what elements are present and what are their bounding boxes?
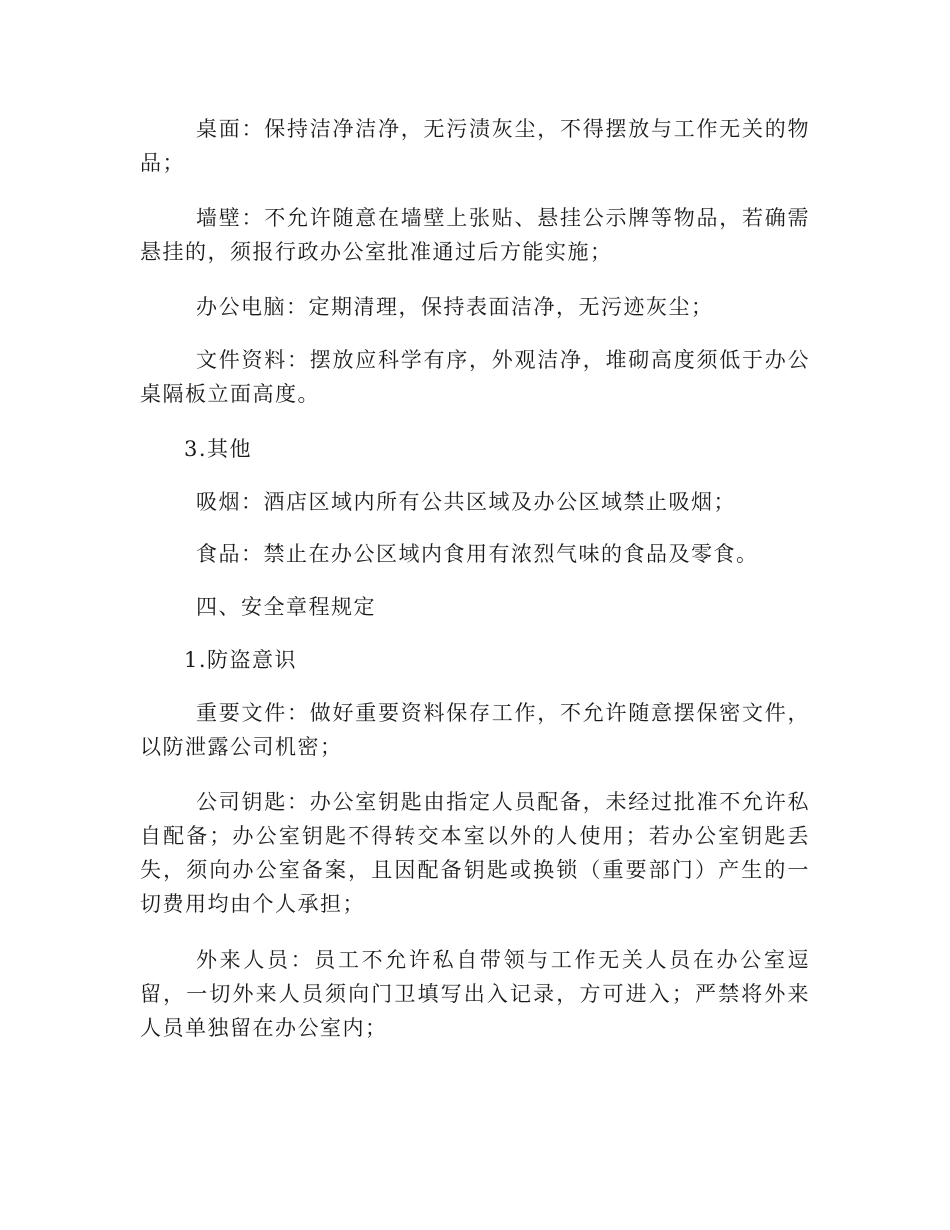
paragraph-documents: 文件资料：摆放应科学有序，外观洁净，堆砌高度须低于办公桌隔板立面高度。	[140, 348, 810, 406]
heading-other: 3.其他	[184, 437, 253, 461]
paragraph-desk: 桌面：保持洁净洁净，无污渍灰尘，不得摆放与工作无关的物品；	[140, 117, 810, 175]
paragraph-computer: 办公电脑：定期清理，保持表面洁净，无污迹灰尘；	[196, 295, 714, 319]
paragraph-important-files: 重要文件：做好重要资料保存工作，不允许随意摆保密文件，以防泄露公司机密；	[140, 701, 810, 759]
paragraph-company-keys: 公司钥匙：办公室钥匙由指定人员配备，未经过批准不允许私自配备；办公室钥匙不得转交本室以外的人使用；若办公室钥匙丢失，须向办公室备案，且因配备钥匙或换锁（重要部门）产生的一切费用均由个人承担；	[140, 790, 810, 916]
paragraph-food: 食品：禁止在办公区域内食用有浓烈气味的食品及零食。	[196, 542, 759, 566]
heading-safety-rules: 四、安全章程规定	[196, 595, 376, 619]
paragraph-visitors: 外来人员：员工不允许私自带领与工作无关人员在办公室逗留，一切外来人员须向门卫填写出入记录，方可进入；严禁将外来人员单独留在办公室内；	[140, 948, 810, 1040]
heading-theft-awareness: 1.防盗意识	[184, 648, 298, 672]
paragraph-smoking: 吸烟：酒店区域内所有公共区域及办公区域禁止吸烟；	[196, 490, 736, 514]
paragraph-wall: 墙壁：不允许随意在墙壁上张贴、悬挂公示牌等物品，若确需悬挂的，须报行政办公室批准通过后方能实施；	[140, 206, 810, 264]
